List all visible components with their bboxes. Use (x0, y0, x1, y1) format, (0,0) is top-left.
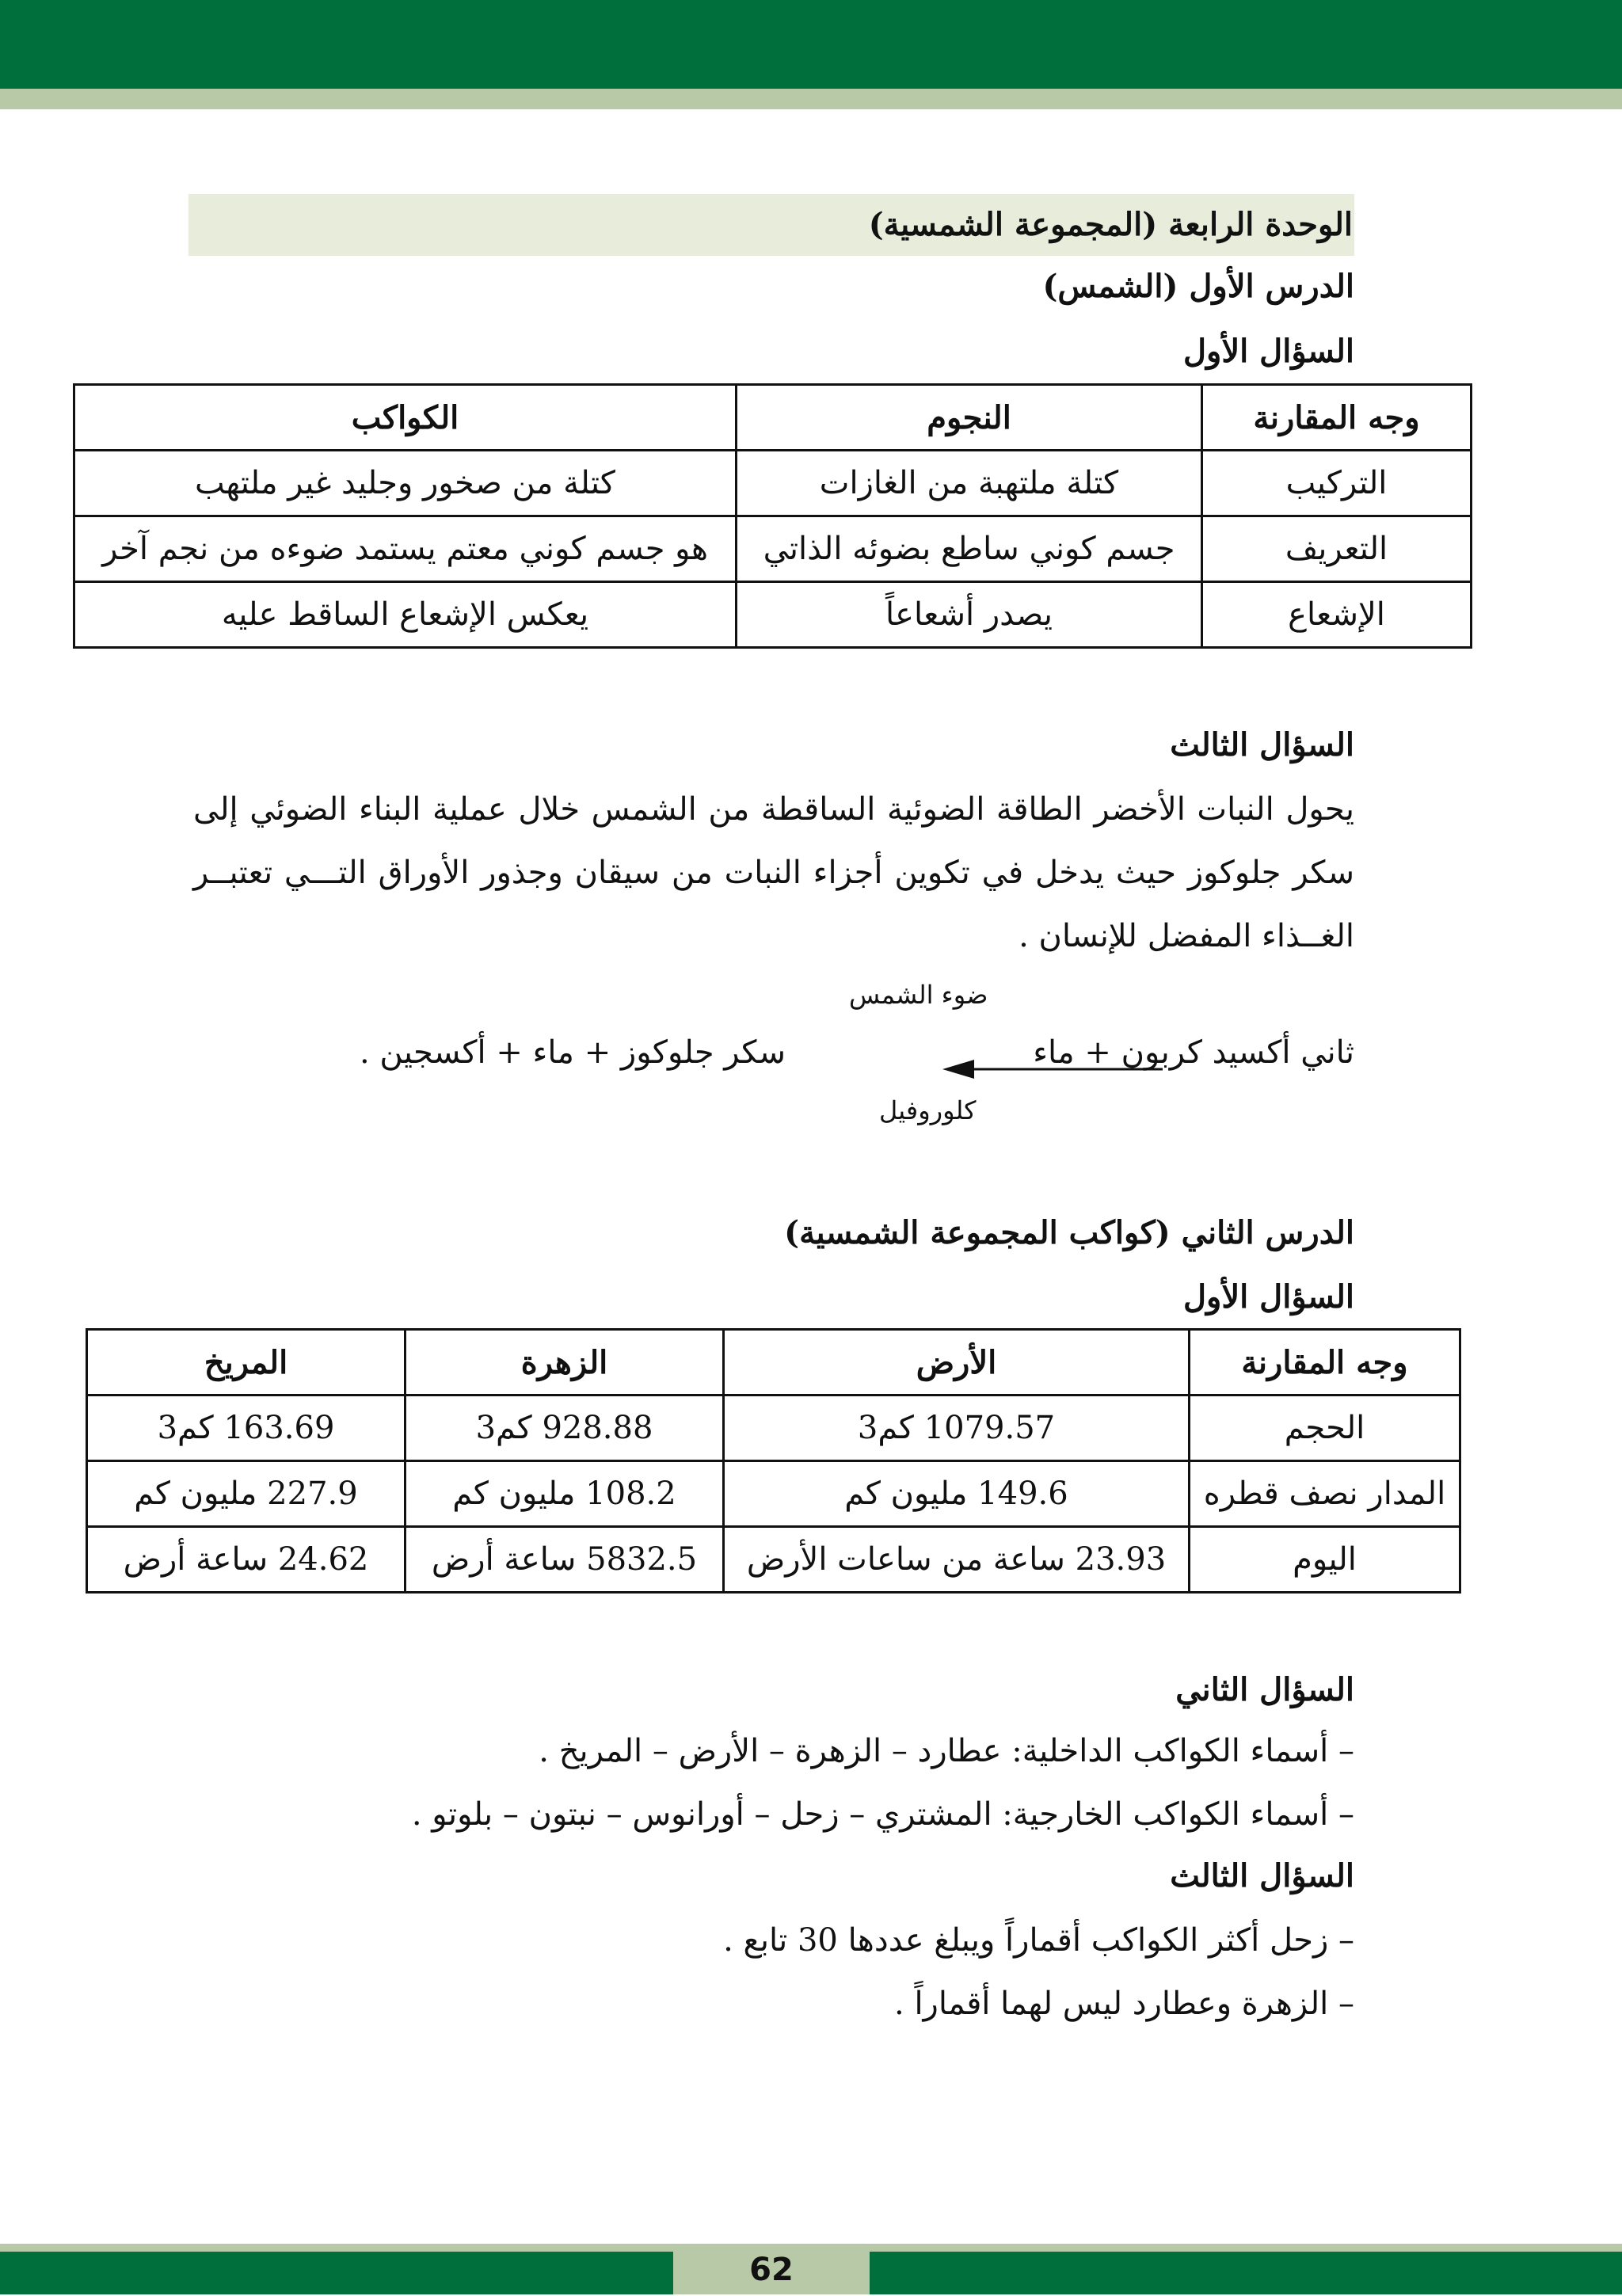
table-row (87, 1461, 1460, 1527)
table-row (87, 1527, 1460, 1593)
table-header: الكواكب (74, 385, 737, 451)
arrow-label-below: كلوروفيل (879, 1095, 977, 1125)
table-header: النجوم (737, 385, 1202, 451)
reaction-arrow (942, 1053, 1164, 1085)
table-cell: الحجم (1190, 1395, 1460, 1461)
table-header-row (74, 385, 1472, 451)
table-cell: التعريف (1202, 516, 1472, 582)
list-item: – أسماء الكواكب الداخلية: عطارد – الزهرة – الأرض – المريخ . (539, 1733, 1354, 1769)
lesson2-q1-label: السؤال الأول (1182, 1278, 1354, 1316)
list-item: – أسماء الكواكب الخارجية: المشتري – زحل – أورانوس – نبتون – بلوتو . (411, 1796, 1354, 1833)
table-header: المريخ (87, 1330, 406, 1395)
table-header-row (87, 1330, 1460, 1395)
table-cell: المدار نصف قطره (1190, 1461, 1460, 1527)
table-cell: 1079.57 كم3 (724, 1395, 1190, 1461)
bottom-banner-left (0, 2252, 673, 2294)
equation-reactants: ثاني أكسيد كربون + ماء (1033, 1034, 1354, 1071)
table-cell: اليوم (1190, 1527, 1460, 1593)
stars-planets-table (73, 383, 1472, 649)
table-cell: 163.69 كم3 (87, 1395, 406, 1461)
unit-title: الوحدة الرابعة (المجموعة الشمسية) (188, 194, 1354, 256)
table-cell: 23.93 ساعة من ساعات الأرض (724, 1527, 1190, 1593)
equation-products: سكر جلوكوز + ماء + أكسجين . (360, 1034, 786, 1071)
table-cell: كتلة من صخور وجليد غير ملتهب (74, 451, 737, 516)
table-header: وجه المقارنة (1202, 385, 1472, 451)
table-row (87, 1395, 1460, 1461)
table-cell: يعكس الإشعاع الساقط عليه (74, 582, 737, 648)
table-cell: يصدر أشعاعاً (737, 582, 1202, 648)
table-cell: كتلة ملتهبة من الغازات (737, 451, 1202, 516)
page-number: 62 (673, 2244, 870, 2294)
bottom-banner-right (870, 2252, 1622, 2294)
photosynthesis-paragraph: يحول النبات الأخضر الطاقة الضوئية الساقطة من الشمس خلال عملية البناء الضوئي إلى سكر جلوكوز حيث يدخل في تكوين أجزاء النبات من سيقان وجذور الأوراق التـــي تعتبــر الغــذاء المفضل للإنسان . (193, 791, 1354, 954)
top-banner (0, 0, 1622, 89)
lesson1-title: الدرس الأول (الشمس) (1042, 268, 1354, 305)
lesson1-q3-label: السؤال الثالث (1170, 726, 1354, 763)
table-row (74, 451, 1472, 516)
table-header: الزهرة (406, 1330, 724, 1395)
list-item: – الزهرة وعطارد ليس لهما أقماراً . (894, 1986, 1354, 2022)
table-cell: التركيب (1202, 451, 1472, 516)
table-header: الأرض (724, 1330, 1190, 1395)
table-cell: 108.2 مليون كم (406, 1461, 724, 1527)
table-row (74, 582, 1472, 648)
lesson1-q1-label: السؤال الأول (1182, 333, 1354, 370)
arrow-label-above: ضوء الشمس (849, 980, 988, 1010)
table-cell: جسم كوني ساطع بضوئه الذاتي (737, 516, 1202, 582)
table-cell: 5832.5 ساعة أرض (406, 1527, 724, 1593)
table-cell: 24.62 ساعة أرض (87, 1527, 406, 1593)
planets-table (86, 1328, 1461, 1593)
lesson2-title: الدرس الثاني (كواكب المجموعة الشمسية) (784, 1214, 1354, 1251)
table-cell: 227.9 مليون كم (87, 1461, 406, 1527)
lesson2-q2-label: السؤال الثاني (1175, 1671, 1354, 1708)
table-header: وجه المقارنة (1190, 1330, 1460, 1395)
table-cell: هو جسم كوني معتم يستمد ضوءه من نجم آخر (74, 516, 737, 582)
table-cell: الإشعاع (1202, 582, 1472, 648)
top-stripe (0, 89, 1622, 109)
table-row (74, 516, 1472, 582)
list-item: – زحل أكثر الكواكب أقماراً ويبلغ عددها 30 تابع . (723, 1922, 1354, 1959)
table-cell: 928.88 كم3 (406, 1395, 724, 1461)
table-cell: 149.6 مليون كم (724, 1461, 1190, 1527)
lesson2-q3-label: السؤال الثالث (1170, 1857, 1354, 1894)
